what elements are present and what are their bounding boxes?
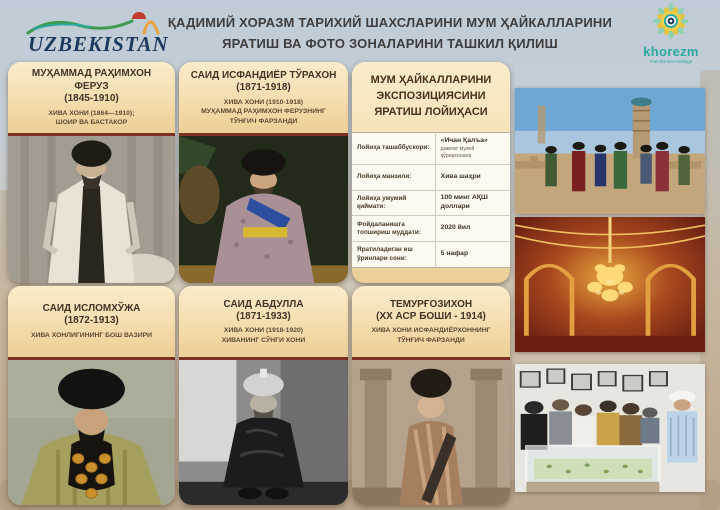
portrait-photo-temurgozixon: [352, 360, 510, 505]
person-card-header: [8, 62, 175, 136]
person-card-isfandiyar: [179, 62, 348, 283]
person-subtitle-2: ХИВАНИНГ СЎНГИ ХОНИ: [221, 336, 306, 344]
title-line-1: ҚАДИМИЙ ХОРАЗМ ТАРИХИЙ ШАХСЛАРИНИ МУМ ҲАЙКАЛЛАРИНИ: [167, 15, 613, 30]
khorezm-logo-text: khorezm: [643, 44, 699, 59]
project-table: [352, 132, 510, 268]
photo-museum-visitors: [515, 364, 705, 492]
uzbekistan-logo-icon: [20, 3, 172, 59]
person-card-header: [8, 286, 175, 360]
person-subtitle-2: ТЎНҒИЧ ФАРЗАНДИ: [397, 336, 465, 344]
person-subtitle: ХИВА ХОНИ (1918-1920): [223, 327, 304, 335]
portrait-photo-feruz: [8, 136, 175, 283]
person-years: (1872-1913): [64, 315, 119, 327]
person-name: САИД ИСФАНДИЁР ТЎРАХОН: [190, 70, 337, 82]
table-row: Лойиҳа манзили: Хива шаҳри: [352, 165, 510, 191]
person-card-temurgozixon: [352, 286, 510, 505]
person-subtitle-2: ШОИР ВА БАСТАКОР: [55, 119, 128, 127]
person-card-feruz: [8, 62, 175, 283]
person-name: ТЕМУРҒОЗИХОН: [389, 298, 473, 310]
person-name: САИД ИСЛОМХЎЖА: [42, 303, 141, 315]
khorezm-logo-tagline: Feel the live Heritage: [649, 59, 693, 64]
uzbekistan-logo: [20, 3, 172, 59]
table-row: Фойдаланишга топшириш муддати: 2020 йил: [352, 216, 510, 242]
photo-palace-interior: [515, 217, 705, 352]
person-name: МУҲАММАД РАҲИМХОН ФЕРУЗ: [31, 68, 152, 93]
person-years: (1871-1918): [236, 82, 291, 94]
khorezm-logo: [628, 1, 714, 63]
svg-text:UZBEKISTAN: UZBEKISTAN: [28, 32, 169, 56]
person-years: (1871-1933): [236, 310, 291, 322]
person-card-header: [352, 286, 510, 360]
person-subtitle: ХИВА ХОНИ ИСФАНДИЁРХОННИНГ: [371, 327, 491, 335]
person-card-header: [179, 62, 348, 136]
person-years: (1845-1910): [64, 93, 119, 105]
table-row: Яратиладиган иш ўринлари сони: 5 нафар: [352, 242, 510, 267]
person-card-abdulla: [179, 286, 348, 505]
person-years: (XX АСР БОШИ - 1914): [376, 310, 486, 322]
person-subtitle: ХИВА ХОНИ (1864—1910);: [48, 109, 135, 117]
person-subtitle: ХИВА ХОНЛИГИНИНГ БОШ ВАЗИРИ: [30, 331, 153, 339]
person-name: САИД АБДУЛЛА: [223, 298, 304, 310]
portrait-photo-abdulla: [179, 360, 348, 505]
photo-wax-figures-rooftop: [515, 88, 705, 214]
page-title: [158, 13, 622, 55]
person-subtitle: ХИВА ХОНИ (1910-1918): [223, 98, 304, 106]
project-title: МУМ ҲАЙКАЛЛАРИНИ ЭКСПОЗИЦИЯСИНИ ЯРАТИШ ЛОЙИҲАСИ: [370, 74, 492, 118]
portrait-photo-isfandiyar: [179, 136, 348, 283]
person-subtitle-2: МУҲАММАД РАҲИМХОН ФЕРУЗНИНГ ТЎНҒИЧ ФАРЗАНДИ: [201, 108, 326, 125]
title-line-2: ЯРАТИШ ВА ФОТО ЗОНАЛАРИНИ ТАШКИЛ ҚИЛИШ: [222, 35, 558, 51]
table-row: Лойиҳа ташаббускори: «Ичан Қалъа» давлат музей қўриқхонаси: [352, 133, 510, 165]
portrait-photo-islomxoja: [8, 360, 175, 505]
person-card-islomxoja: [8, 286, 175, 505]
khorezm-mandala-icon: [651, 1, 691, 41]
table-row: Лойиҳа умумий қиймати: 100 минг АҚШ доллари: [352, 191, 510, 217]
project-card: [352, 62, 510, 283]
person-card-header: [179, 286, 348, 360]
